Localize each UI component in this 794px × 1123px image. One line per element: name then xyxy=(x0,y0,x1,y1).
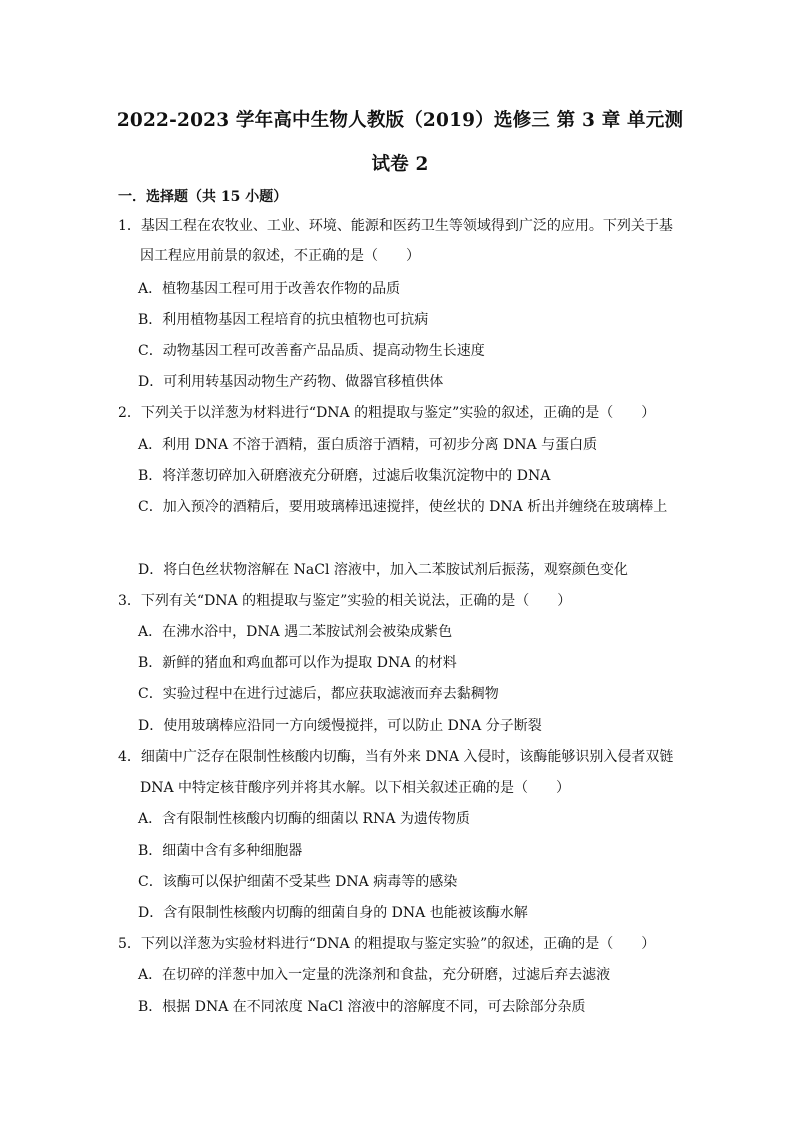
question-5-stem-line-1: 5．下列以洋葱为实验材料进行“DNA 的粗提取与鉴定实验”的叙述，正确的是（ ） xyxy=(118,936,656,952)
question-3-option-d: D．使用玻璃棒应沿同一方向缓慢搅拌，可以防止 DNA 分子断裂 xyxy=(138,718,542,734)
question-5-option-b: B．根据 DNA 在不同浓度 NaCl 溶液中的溶解度不同，可去除部分杂质 xyxy=(138,999,586,1015)
question-2-option-a: A．利用 DNA 不溶于酒精，蛋白质溶于酒精，可初步分离 DNA 与蛋白质 xyxy=(138,437,598,453)
question-2-option-d: D．将白色丝状物溶解在 NaCl 溶液中，加入二苯胺试剂后振荡，观察颜色变化 xyxy=(138,562,628,578)
question-1-option-c: C．动物基因工程可改善畜产品品质、提高动物生长速度 xyxy=(138,343,485,359)
question-1-stem-line-2: 因工程应用前景的叙述，不正确的是（ ） xyxy=(140,248,420,264)
document-title-line-1: 2022-2023 学年高中生物人教版（2019）选修三 第 3 章 单元测 xyxy=(116,110,684,131)
question-3-option-c: C．实验过程中在进行过滤后，都应获取滤液而弃去黏稠物 xyxy=(138,686,499,702)
question-5-option-a: A．在切碎的洋葱中加入一定量的洗涤剂和食盐，充分研磨，过滤后弃去滤液 xyxy=(138,967,611,983)
question-2-stem-line-1: 2．下列关于以洋葱为材料进行“DNA 的粗提取与鉴定”实验的叙述，正确的是（ ） xyxy=(118,405,656,421)
question-3-option-b: B．新鲜的猪血和鸡血都可以作为提取 DNA 的材料 xyxy=(138,655,457,671)
question-2-option-c: C．加入预冷的酒精后，要用玻璃棒迅速搅拌，使丝状的 DNA 析出并缠绕在玻璃棒上 xyxy=(138,499,668,515)
question-2-option-b: B．将洋葱切碎加入研磨液充分研磨，过滤后收集沉淀物中的 DNA xyxy=(138,468,551,484)
question-3-option-a: A．在沸水浴中，DNA 遇二苯胺试剂会被染成紫色 xyxy=(138,624,453,640)
question-1-stem-line-1: 1．基因工程在农牧业、工业、环境、能源和医药卫生等领域得到广泛的应用。下列关于基 xyxy=(118,218,673,234)
question-4-option-a: A．含有限制性核酸内切酶的细菌以 RNA 为遗传物质 xyxy=(138,811,470,827)
document-title-line-2: 试卷 2 xyxy=(371,154,429,175)
question-4-option-b: B．细菌中含有多种细胞器 xyxy=(138,843,303,859)
question-4-option-d: D．含有限制性核酸内切酶的细菌自身的 DNA 也能被该酶水解 xyxy=(138,905,528,921)
question-3-stem-line-1: 3．下列有关“DNA 的粗提取与鉴定”实验的相关说法，正确的是（ ） xyxy=(118,593,572,609)
question-1-option-a: A．植物基因工程可用于改善农作物的品质 xyxy=(138,281,401,297)
question-4-option-c: C．该酶可以保护细菌不受某些 DNA 病毒等的感染 xyxy=(138,874,458,890)
question-1-option-d: D．可利用转基因动物生产药物、做器官移植供体 xyxy=(138,374,444,390)
question-1-option-b: B．利用植物基因工程培育的抗虫植物也可抗病 xyxy=(138,312,429,328)
question-4-stem-line-1: 4．细菌中广泛存在限制性核酸内切酶，当有外来 DNA 入侵时，该酶能够识别入侵者双链 xyxy=(118,749,674,765)
section-heading: 一．选择题（共 15 小题） xyxy=(118,189,288,205)
question-4-stem-line-2: DNA 中特定核苷酸序列并将其水解。以下相关叙述正确的是（ ） xyxy=(140,780,571,796)
